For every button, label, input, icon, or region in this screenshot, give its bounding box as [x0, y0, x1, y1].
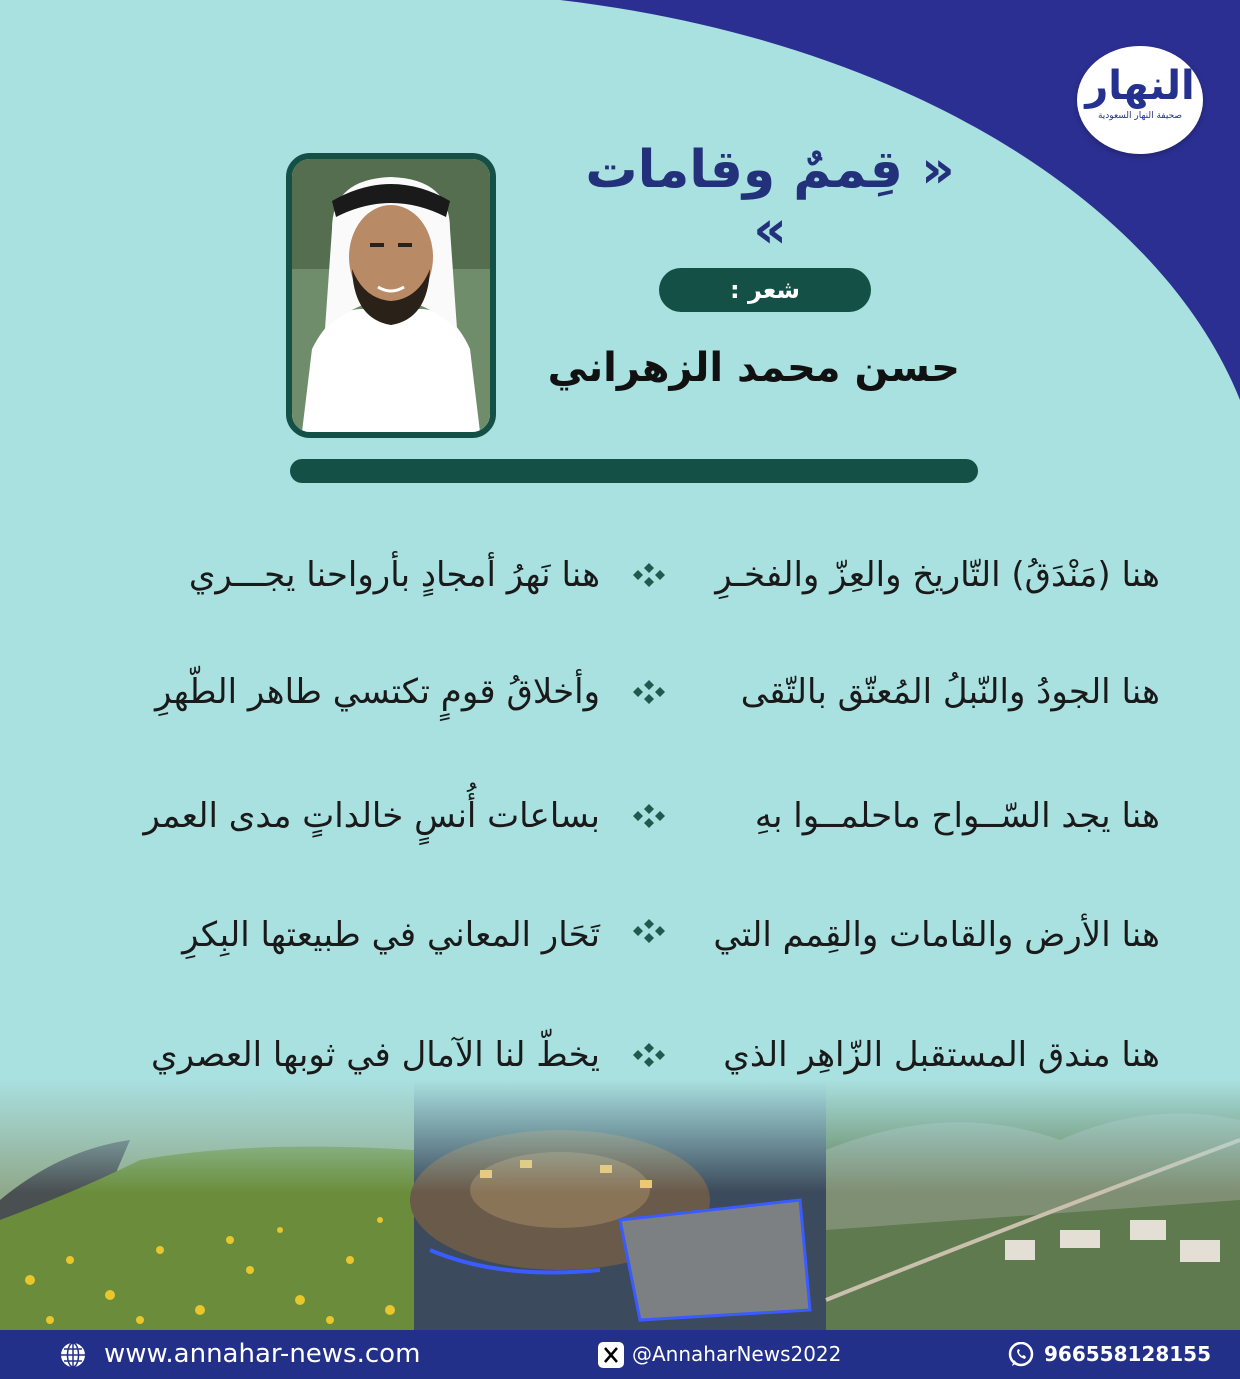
four-diamond-ornament-icon [626, 560, 672, 590]
logo-wordmark: النهار [1085, 63, 1195, 109]
divider-bar [290, 459, 978, 483]
verse-1-first: هنا (مَنْدَقُ) التّاريخ والعِزّ والفخـرِ [715, 555, 1160, 595]
four-diamond-ornament-icon [626, 801, 672, 831]
verse-4-second: تَحَار المعاني في طبيعتها البِكرِ [182, 915, 600, 955]
logo-tagline: صحيفة النهار السعودية [1097, 111, 1183, 121]
phone-number[interactable]: 966558128155 [1044, 1342, 1211, 1366]
four-diamond-ornament-icon [626, 916, 672, 946]
x-logo-icon [598, 1342, 624, 1368]
x-handle-link[interactable]: @AnnaharNews2022 [632, 1342, 842, 1366]
website-link[interactable]: www.annahar-news.com [104, 1339, 421, 1369]
verse-5-second: يخطّ لنا الآمال في ثوبها العصري [151, 1035, 600, 1075]
footer-bar [0, 1330, 1240, 1379]
globe-icon [60, 1342, 86, 1368]
four-diamond-ornament-icon [626, 1040, 672, 1070]
verse-2-first: هنا الجودُ والنّبلُ المُعتّق بالتّقى [740, 672, 1160, 712]
poet-name: حسن محمد الزهراني [547, 345, 960, 391]
byline-label: شعر : [659, 268, 871, 312]
verse-1-second: هنا نَهرُ أمجادٍ بأرواحنا يجـــري [188, 555, 600, 595]
whatsapp-icon [1008, 1342, 1034, 1368]
verse-5-first: هنا مندق المستقبل الزّاهِر الذي [723, 1035, 1160, 1075]
verse-3-first: هنا يجد السّــواح ماحلمــوا بهِ [754, 796, 1160, 836]
verse-3-second: بساعات أُنسٍ خالداتٍ مدى العمر [143, 796, 600, 836]
scenery-photos [0, 1080, 1240, 1330]
four-diamond-ornament-icon [626, 677, 672, 707]
poet-portrait [286, 153, 496, 438]
annahar-logo [1077, 46, 1203, 154]
verse-2-second: وأخلاقُ قومٍ تكتسي طاهر الطّهرِ [154, 672, 600, 712]
poem-title: « قِممٌ وقامات » [585, 140, 955, 260]
portrait-image [292, 159, 490, 432]
verse-4-first: هنا الأرض والقامات والقِمم التي [713, 915, 1160, 955]
